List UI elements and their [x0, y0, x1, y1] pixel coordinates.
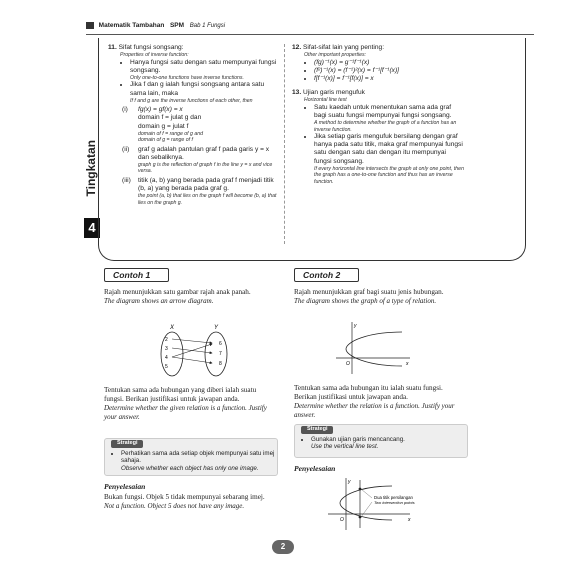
item-text: graf g adalah pantulan graf f pada garis y = x dan sebaliknya.: [138, 145, 270, 161]
item-number: (ii): [122, 145, 130, 153]
parabola-curve: [346, 332, 402, 366]
y-value: 8: [219, 361, 222, 367]
strategy-text-en: Use the vertical line test.: [311, 443, 379, 451]
item-text-en: graph g is the reflection of graph f in the line y = x and vice versa.: [138, 162, 273, 175]
bullet-text: Jika f dan g ialah fungsi songsang antara satu sama lain, maka: [130, 81, 265, 97]
header-chapter: Bab 1 Fungsi: [189, 23, 226, 30]
solution-text: Bukan fungsi. Objek 5 tidak mempunyai sebarang imej.: [104, 493, 265, 501]
y-axis-label: y: [354, 323, 357, 329]
strategy-text: Perhatikan sama ada setiap objek mempunyai satu imej sahaja.: [121, 449, 275, 465]
header-subtitle: SPM: [169, 22, 185, 30]
running-header: [86, 22, 225, 29]
x-value: 2: [165, 337, 168, 343]
item-number: (i): [122, 106, 128, 114]
arrow-diagram: [150, 322, 240, 378]
solution-text-en: Not a function. Object 5 does not have any image.: [104, 502, 245, 510]
section-number: 11.: [108, 44, 117, 51]
formula: (f²)⁻¹(x) = (f⁻¹)²(x) = f⁻¹[f⁻¹(x)]: [314, 66, 399, 74]
section-number: 13.: [292, 89, 302, 97]
set-x-label: X: [170, 325, 175, 331]
intersection-point: [359, 516, 362, 519]
formula: (fg)⁻¹(x) = g⁻¹f⁻¹(x): [314, 58, 370, 66]
origin-label: O: [346, 361, 350, 367]
bullet-text-en: If every horizontal line intersects the graph at only one point, then the graph has a one-to-one function and thus has an inverse function.: [314, 165, 464, 185]
example-1-question: [104, 288, 276, 306]
set-y-oval: [205, 332, 227, 376]
section-title-en: Other important properties:: [304, 52, 366, 59]
solution-1: [104, 493, 276, 511]
item-text: fg(x) = gf(x) = x: [138, 106, 183, 114]
example-2-task: [294, 384, 466, 419]
item-number: (iii): [122, 176, 131, 184]
bullet-text: Jika setiap garis mengufuk bersilang dengan graf hanya pada satu titik, maka graf mempunyai fungsi satu dengan satu dan dengan itu mempunyai fungsi songsang.: [314, 133, 463, 165]
bullet-text-en: If f and g are the inverse functions of each other, then: [130, 97, 253, 104]
question-text: Rajah menunjukkan graf bagi suatu jenis hubungan.: [294, 288, 444, 296]
annotation-pointer: [361, 489, 372, 498]
y-value: 6: [219, 341, 222, 347]
column-divider: [284, 44, 286, 244]
item-text-en: domain of g = range of f: [138, 137, 193, 144]
section-title-en: Horizontal line test: [304, 97, 347, 104]
section-title: Sifat fungsi songsang:: [118, 44, 184, 51]
section-title-en: Properties of inverse function:: [120, 52, 189, 59]
item-text-en: domain of f = range of g and: [138, 130, 204, 137]
task-text: Tentukan sama ada hubungan yang diberi ialah suatu fungsi. Berikan justifikasi untuk jawapan anda.: [104, 386, 257, 403]
page-number: 2: [272, 540, 294, 554]
section-11: [108, 44, 278, 206]
example-2-title: Contoh 2: [294, 268, 359, 282]
side-tab-label: Tingkatan: [84, 140, 98, 197]
item-text: domain f = julat g dan: [138, 114, 202, 122]
x-axis-label: x: [408, 517, 411, 523]
bullet-text-en: Only one-to-one functions have inverse functions.: [130, 75, 244, 82]
question-text-en: The diagram shows the graph of a type of relation.: [294, 297, 437, 305]
task-text-en: Determine whether the relation is a function. Justify your answer.: [294, 402, 455, 419]
header-title: Matematik Tambahan: [98, 22, 165, 30]
example-2-question: [294, 288, 466, 306]
vertical-line-test-graph: [320, 476, 440, 532]
strategy-text-en: Observe whether each object has only one image.: [121, 464, 259, 472]
origin-label: O: [340, 517, 344, 523]
x-axis-label: x: [406, 361, 409, 367]
side-tab-number: 4: [84, 218, 100, 238]
item-text: domain g = julat f: [138, 122, 189, 130]
y-axis-label: y: [348, 479, 351, 485]
section-12: [292, 44, 464, 185]
item-text: titik (a, b) yang berada pada graf f menjadi titik (b, a) yang berada pada graf g.: [138, 176, 274, 193]
example-1-task: [104, 386, 276, 421]
question-text-en: The diagram shows an arrow diagram.: [104, 297, 214, 305]
annotation-text-en: Two intersection points: [374, 500, 415, 505]
bullet-text-en: A method to determine whether the graph of a function has an inverse function.: [314, 120, 457, 133]
formula: f[f⁻¹(x)] = f⁻¹[f(x)] = x: [314, 75, 374, 83]
strategy-label: Strategi: [111, 440, 143, 448]
x-value: 3: [165, 346, 168, 352]
section-number: 12.: [292, 44, 302, 51]
mapping-arrow: [172, 339, 212, 343]
intersection-point: [359, 488, 362, 491]
strategy-text: Gunakan ujian garis mencancang.: [311, 435, 405, 443]
mapping-arrow: [172, 357, 212, 363]
solution-title: Penyelesaian: [294, 464, 336, 473]
annotation-pointer: [361, 502, 372, 517]
x-value: 4: [165, 355, 168, 361]
section-title: Sifat-sifat lain yang penting:: [303, 44, 385, 51]
solution-title: Penyelesaian: [104, 482, 146, 491]
header-rule: [86, 34, 534, 35]
x-value: 5: [165, 364, 168, 370]
annotation-text: Dua titik persilangan: [374, 495, 413, 500]
y-value: 7: [219, 351, 222, 357]
strategy-label: Strategi: [301, 426, 333, 434]
section-title: Ujian garis mengufuk: [303, 89, 365, 97]
set-y-label: Y: [214, 325, 219, 331]
strategy-box: [294, 424, 468, 458]
task-text-en: Determine whether the given relation is a function. Justify your answer.: [104, 404, 267, 421]
item-text-en: the point (a, b) that lies on the graph f will become (b, a) that lies on the graph g.: [138, 193, 277, 206]
strategy-box: [104, 438, 278, 476]
bullet-text: Hanya fungsi satu dengan satu mempunyai fungsi songsang.: [130, 58, 277, 74]
mapping-arrow: [172, 344, 212, 357]
relation-graph: [332, 320, 412, 376]
bullet-text: Satu kaedah untuk menentukan sama ada graf bagi suatu fungsi mempunyai fungsi songsang.: [314, 103, 452, 120]
book-icon: [86, 22, 94, 29]
example-1-title: Contoh 1: [104, 268, 169, 282]
question-text: Rajah menunjukkan satu gambar rajah anak panah.: [104, 288, 251, 296]
task-text: Tentukan sama ada hubungan itu ialah suatu fungsi. Berikan justifikasi untuk jawapan anda.: [294, 384, 443, 401]
